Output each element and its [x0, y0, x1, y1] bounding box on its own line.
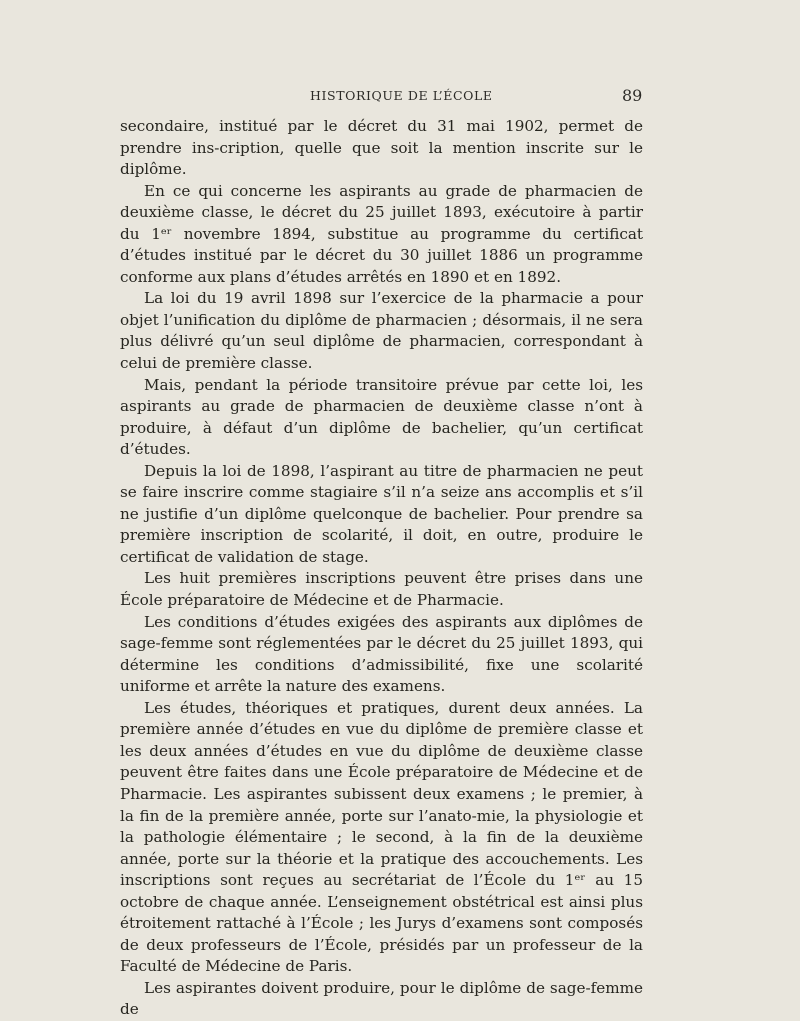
running-header — [0, 86, 800, 108]
running-title: HISTORIQUE DE L’ÉCOLE — [310, 88, 493, 103]
paragraph-2: En ce qui concerne les aspirants au grade de pharmacien de deuxième classe, le décret du 25 juillet 1893, exécutoire à partir du 1ᵉʳ novembre 1894, substitue au programme du certificat d’études institué par le décret du 30 juillet 1886 un programme conforme aux plans d’études arrêtés en 1890 et en 1892. — [120, 181, 643, 286]
page-number: 89 — [622, 86, 643, 105]
paragraph-1: secondaire, institué par le décret du 31 mai 1902, permet de prendre ins-cription, quelle que soit la mention inscrite sur le diplôme. — [120, 117, 643, 179]
paragraph-3: La loi du 19 avril 1898 sur l’exercice de la pharmacie a pour objet l’unification du diplôme de pharmacien ; désormais, il ne sera plus délivré qu’un seul diplôme de pharmacien, correspondant à celui de première classe. — [120, 289, 643, 373]
paragraph-4: Mais, pendant la période transitoire prévue par cette loi, les aspirants au grade de pharmacien de deuxième classe n’ont à produire, à défaut d’un diplôme de bachelier, qu’un certificat d’études. — [120, 375, 643, 459]
paragraph-9: Les aspirantes doivent produire, pour le diplôme de sage-femme de — [120, 978, 643, 1019]
paragraph-8: Les études, théoriques et pratiques, durent deux années. La première année d’études en vue du diplôme de première classe et les deux années d’études en vue du diplôme de deuxième classe peuvent être faites dans une École préparatoire de Médecine et de Pharmacie. Les aspirantes subissent deux examens ; le premier, à la fin de la première année, porte sur l’anato-mie, la physiologie et la pathologie élémentaire ; le second, à la fin de la deuxième année, porte sur la théorie et la pratique des accouchements. Les inscriptions sont reçues au secrétariat de l’École du 1ᵉʳ au 15 octobre de chaque année. L’enseignement obstétrical est ainsi plus étroitement rattaché à l’École ; les Jurys d’examens sont composés de deux professeurs de l’École, présidés par un professeur de la Faculté de Médecine de Paris. — [120, 698, 643, 976]
body-text — [120, 116, 643, 1021]
paragraph-5: Depuis la loi de 1898, l’aspirant au titre de pharmacien ne peut se faire inscrire comme stagiaire s’il n’a seize ans accomplis et s’il ne justifie d’un diplôme quelconque de bachelier. Pour prendre sa première inscription de scolarité, il doit, en outre, produire le certificat de validation de stage. — [120, 461, 643, 566]
paragraph-7: Les conditions d’études exigées des aspirants aux diplômes de sage-femme sont réglementées par le décret du 25 juillet 1893, qui détermine les conditions d’admissibilité, fixe une scolarité uniforme et arrête la nature des examens. — [120, 612, 643, 696]
paragraph-6: Les huit premières inscriptions peuvent être prises dans une École préparatoire de Médecine et de Pharmacie. — [120, 569, 643, 610]
